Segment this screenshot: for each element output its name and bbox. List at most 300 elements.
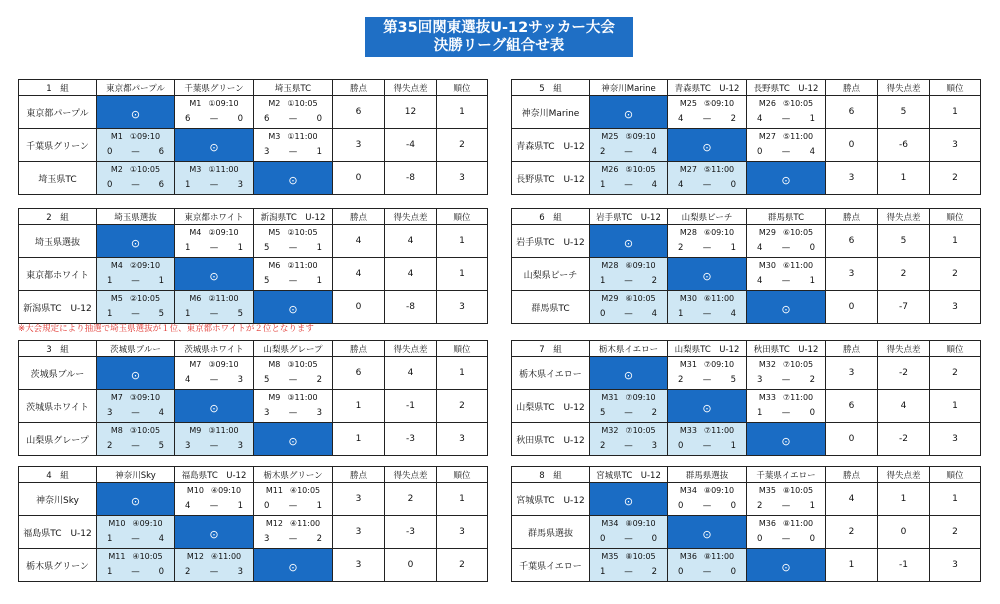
match-info xyxy=(590,423,667,437)
match-id: M6 xyxy=(189,294,202,303)
match-info xyxy=(254,129,332,143)
group-label: 8 組 xyxy=(512,467,590,483)
team-goals: 4 xyxy=(185,375,191,385)
score-separator: — xyxy=(702,375,712,385)
team-header: 新潟県TC U-12 xyxy=(254,209,333,225)
rank-cell: 1 xyxy=(437,258,488,291)
team-goals: 0 xyxy=(107,180,113,190)
match-score xyxy=(97,437,174,452)
match-cell xyxy=(590,162,668,195)
kickoff-time: ⑤09:10 xyxy=(625,132,656,141)
points-header: 勝点 xyxy=(826,209,878,225)
score-separator: — xyxy=(131,147,140,157)
table-row xyxy=(19,96,488,129)
match-id: M35 xyxy=(758,486,776,495)
kickoff-time: ⑦09:10 xyxy=(625,393,656,402)
table-row xyxy=(19,423,488,456)
score-separator: — xyxy=(702,567,712,577)
table-row xyxy=(512,483,981,516)
table-row xyxy=(19,258,488,291)
circle-dot-icon: ⊙ xyxy=(288,560,298,574)
team-header: 東京都パープル xyxy=(97,80,175,96)
points-header: 勝点 xyxy=(333,341,385,357)
match-score xyxy=(747,143,825,158)
points-cell: 0 xyxy=(826,423,878,456)
rank-cell: 2 xyxy=(930,162,981,195)
team-name: 埼玉県選抜 xyxy=(19,225,97,258)
match-id: M31 xyxy=(601,393,619,402)
goal-diff-cell: -6 xyxy=(878,129,930,162)
circle-dot-icon: ⊙ xyxy=(623,236,634,250)
points-cell: 3 xyxy=(333,129,385,162)
goal-diff-header: 得失点差 xyxy=(385,80,437,96)
kickoff-time: ④09:10 xyxy=(132,519,163,528)
goal-diff-cell: 2 xyxy=(878,258,930,291)
match-score xyxy=(175,305,253,320)
table-row xyxy=(19,357,488,390)
score-separator: — xyxy=(781,534,791,544)
match-cell xyxy=(668,549,747,582)
header-row xyxy=(19,80,488,96)
group-label: 7 組 xyxy=(512,341,590,357)
match-cell xyxy=(254,390,333,423)
table-row xyxy=(512,357,981,390)
score-separator: — xyxy=(131,309,140,319)
opponent-goals: 3 xyxy=(651,441,657,451)
team-name: 東京都ホワイト xyxy=(19,258,97,291)
points-header: 勝点 xyxy=(826,341,878,357)
points-cell: 0 xyxy=(826,291,878,324)
rank-cell: 2 xyxy=(437,129,488,162)
points-cell: 6 xyxy=(333,357,385,390)
match-score xyxy=(747,404,825,419)
match-score xyxy=(254,497,332,512)
match-cell xyxy=(590,549,668,582)
goal-diff-cell: 12 xyxy=(385,96,437,129)
rank-cell: 2 xyxy=(930,258,981,291)
score-separator: — xyxy=(288,534,298,544)
match-cell xyxy=(668,225,747,258)
match-cell xyxy=(590,291,668,324)
match-cell xyxy=(97,162,175,195)
kickoff-time: ⑧11:00 xyxy=(703,552,735,561)
kickoff-time: ④09:10 xyxy=(210,486,242,495)
kickoff-time: ④11:00 xyxy=(289,519,321,528)
match-cell xyxy=(175,162,254,195)
points-cell: 6 xyxy=(826,225,878,258)
score-separator: — xyxy=(288,276,298,286)
table-row xyxy=(512,258,981,291)
table-row xyxy=(19,516,488,549)
team-goals: 0 xyxy=(678,567,684,577)
match-cell xyxy=(175,423,254,456)
match-id: M31 xyxy=(679,360,697,369)
team-goals: 5 xyxy=(264,276,270,286)
table-row xyxy=(19,291,488,324)
score-separator: — xyxy=(624,534,633,544)
points-cell: 3 xyxy=(826,258,878,291)
match-id: M28 xyxy=(679,228,697,237)
score-separator: — xyxy=(209,180,219,190)
self-match-cell xyxy=(175,258,254,291)
match-info xyxy=(97,390,174,404)
match-cell xyxy=(175,357,254,390)
self-match-cell xyxy=(175,516,254,549)
match-cell xyxy=(668,483,747,516)
kickoff-time: ⑥10:05 xyxy=(782,228,814,237)
opponent-goals: 1 xyxy=(730,441,736,451)
kickoff-time: ⑦11:00 xyxy=(782,393,814,402)
self-match-cell xyxy=(747,291,826,324)
team-goals: 1 xyxy=(107,276,113,286)
points-cell: 4 xyxy=(333,225,385,258)
kickoff-time: ①11:00 xyxy=(208,165,239,174)
points-header: 勝点 xyxy=(826,80,878,96)
match-id: M27 xyxy=(758,132,776,141)
header-row xyxy=(19,209,488,225)
match-score xyxy=(668,437,746,452)
kickoff-time: ⑦10:05 xyxy=(625,426,656,435)
match-cell xyxy=(175,483,254,516)
team-goals: 0 xyxy=(600,534,606,544)
circle-dot-icon: ⊙ xyxy=(209,401,219,415)
kickoff-time: ①10:05 xyxy=(287,99,318,108)
team-header: 埼玉県選抜 xyxy=(97,209,175,225)
match-id: M4 xyxy=(189,228,202,237)
rank-cell: 1 xyxy=(437,483,488,516)
goal-diff-header: 得失点差 xyxy=(878,467,930,483)
match-info xyxy=(668,357,746,371)
match-info xyxy=(590,129,667,143)
team-goals: 3 xyxy=(107,408,113,418)
kickoff-time: ①11:00 xyxy=(287,132,318,141)
group-label: 1 組 xyxy=(19,80,97,96)
circle-dot-icon: ⊙ xyxy=(781,173,791,187)
rank-cell: 3 xyxy=(930,423,981,456)
match-id: M3 xyxy=(268,132,281,141)
points-cell: 3 xyxy=(333,483,385,516)
self-match-cell xyxy=(254,549,333,582)
match-score xyxy=(590,143,667,158)
match-score xyxy=(97,530,174,545)
rank-cell: 3 xyxy=(437,291,488,324)
goal-diff-cell: -2 xyxy=(878,423,930,456)
match-info xyxy=(97,549,174,563)
goal-diff-cell: -7 xyxy=(878,291,930,324)
match-score xyxy=(97,305,174,320)
team-goals: 1 xyxy=(757,408,763,418)
team-header: 長野県TC U-12 xyxy=(747,80,826,96)
rank-cell: 3 xyxy=(437,423,488,456)
match-cell xyxy=(97,549,175,582)
match-id: M29 xyxy=(758,228,776,237)
match-info xyxy=(668,549,746,563)
match-cell xyxy=(747,225,826,258)
self-match-cell xyxy=(668,258,747,291)
match-id: M12 xyxy=(186,552,204,561)
team-header: 茨城県ホワイト xyxy=(175,341,254,357)
team-goals: 1 xyxy=(107,534,113,544)
team-goals: 5 xyxy=(600,408,606,418)
circle-dot-icon: ⊙ xyxy=(130,236,141,250)
match-cell xyxy=(97,390,175,423)
circle-dot-icon: ⊙ xyxy=(623,368,634,382)
team-name: 茨城県ホワイト xyxy=(19,390,97,423)
title-line-2: 決勝リーグ組合せ表 xyxy=(433,38,565,54)
match-score xyxy=(668,563,746,578)
score-separator: — xyxy=(288,375,298,385)
team-goals: 1 xyxy=(185,243,191,253)
rank-header: 順位 xyxy=(437,209,488,225)
rank-header: 順位 xyxy=(930,209,981,225)
match-info xyxy=(590,162,667,176)
match-id: M11 xyxy=(265,486,283,495)
team-name: 群馬県TC xyxy=(512,291,590,324)
match-score xyxy=(747,530,825,545)
match-id: M26 xyxy=(601,165,619,174)
self-match-cell xyxy=(254,423,333,456)
match-info xyxy=(254,483,332,497)
circle-dot-icon: ⊙ xyxy=(781,560,791,574)
opponent-goals: 6 xyxy=(158,147,164,157)
match-score xyxy=(175,563,253,578)
team-header: 栃木県グリーン xyxy=(254,467,333,483)
match-score xyxy=(254,371,332,386)
match-id: M25 xyxy=(679,99,697,108)
table-row xyxy=(512,129,981,162)
opponent-goals: 0 xyxy=(809,534,815,544)
score-separator: — xyxy=(781,147,791,157)
match-info xyxy=(747,258,825,272)
header-row xyxy=(512,209,981,225)
match-cell xyxy=(175,96,254,129)
opponent-goals: 3 xyxy=(237,441,243,451)
match-info xyxy=(97,291,174,305)
match-info xyxy=(668,423,746,437)
score-separator: — xyxy=(702,309,712,319)
match-cell xyxy=(254,357,333,390)
kickoff-time: ⑧10:05 xyxy=(625,552,656,561)
goal-diff-cell: 4 xyxy=(385,357,437,390)
team-goals: 0 xyxy=(757,534,763,544)
goal-diff-cell: 0 xyxy=(385,549,437,582)
rank-cell: 2 xyxy=(930,516,981,549)
rank-cell: 1 xyxy=(930,483,981,516)
match-id: M4 xyxy=(110,261,123,270)
match-cell xyxy=(254,483,333,516)
header-row xyxy=(512,80,981,96)
circle-dot-icon: ⊙ xyxy=(288,434,298,448)
opponent-goals: 2 xyxy=(316,375,322,385)
table-row xyxy=(512,549,981,582)
kickoff-time: ③09:10 xyxy=(129,393,161,402)
match-score xyxy=(668,239,746,254)
match-cell xyxy=(254,225,333,258)
match-score xyxy=(747,239,825,254)
opponent-goals: 0 xyxy=(809,408,815,418)
team-goals: 3 xyxy=(757,375,763,385)
goal-diff-header: 得失点差 xyxy=(385,467,437,483)
match-info xyxy=(175,357,253,371)
match-id: M34 xyxy=(679,486,697,495)
match-id: M11 xyxy=(108,552,126,561)
kickoff-time: ③11:00 xyxy=(287,393,318,402)
self-match-cell xyxy=(175,390,254,423)
points-header: 勝点 xyxy=(826,467,878,483)
score-separator: — xyxy=(209,567,219,577)
kickoff-time: ⑥09:10 xyxy=(703,228,735,237)
team-header: 山梨県グレープ xyxy=(254,341,333,357)
group-table xyxy=(18,79,488,195)
match-info xyxy=(747,96,825,110)
team-goals: 2 xyxy=(600,441,606,451)
match-score xyxy=(747,110,825,125)
table-row xyxy=(19,162,488,195)
match-cell xyxy=(668,357,747,390)
table-row xyxy=(512,291,981,324)
match-score xyxy=(668,110,746,125)
match-id: M5 xyxy=(268,228,281,237)
team-goals: 2 xyxy=(185,567,191,577)
self-match-cell xyxy=(97,225,175,258)
goal-diff-header: 得失点差 xyxy=(878,209,930,225)
opponent-goals: 5 xyxy=(158,309,164,319)
team-goals: 2 xyxy=(678,375,684,385)
circle-dot-icon: ⊙ xyxy=(288,302,298,316)
match-id: M28 xyxy=(601,261,619,270)
score-separator: — xyxy=(781,408,791,418)
score-separator: — xyxy=(209,501,219,511)
team-header: 茨城県ブルー xyxy=(97,341,175,357)
match-id: M2 xyxy=(110,165,123,174)
match-score xyxy=(254,404,332,419)
kickoff-time: ⑤11:00 xyxy=(782,132,814,141)
match-cell xyxy=(175,549,254,582)
match-cell xyxy=(175,225,254,258)
team-header: 群馬県選抜 xyxy=(668,467,747,483)
match-cell xyxy=(747,483,826,516)
rank-header: 順位 xyxy=(930,467,981,483)
score-separator: — xyxy=(702,180,712,190)
group-label: 2 組 xyxy=(19,209,97,225)
score-separator: — xyxy=(209,114,219,124)
kickoff-time: ②10:05 xyxy=(287,228,318,237)
match-cell xyxy=(590,390,668,423)
match-info xyxy=(97,162,174,176)
opponent-goals: 3 xyxy=(237,567,243,577)
score-separator: — xyxy=(702,114,712,124)
group-table xyxy=(511,208,981,324)
match-id: M25 xyxy=(601,132,619,141)
match-id: M5 xyxy=(110,294,123,303)
team-goals: 1 xyxy=(107,567,113,577)
kickoff-time: ④10:05 xyxy=(132,552,163,561)
goal-diff-cell: -1 xyxy=(385,390,437,423)
self-match-cell xyxy=(175,129,254,162)
rank-header: 順位 xyxy=(437,467,488,483)
team-name: 神奈川Sky xyxy=(19,483,97,516)
group-label: 5 組 xyxy=(512,80,590,96)
kickoff-time: ②11:00 xyxy=(287,261,318,270)
circle-dot-icon: ⊙ xyxy=(702,527,712,541)
circle-dot-icon: ⊙ xyxy=(209,527,219,541)
kickoff-time: ⑥11:00 xyxy=(703,294,735,303)
goal-diff-cell: 5 xyxy=(878,225,930,258)
team-goals: 1 xyxy=(185,309,191,319)
match-id: M32 xyxy=(601,426,619,435)
match-info xyxy=(97,129,174,143)
goal-diff-cell: 2 xyxy=(385,483,437,516)
team-goals: 1 xyxy=(600,567,606,577)
match-info xyxy=(668,225,746,239)
match-score xyxy=(97,143,174,158)
team-goals: 4 xyxy=(757,243,763,253)
team-goals: 3 xyxy=(264,147,270,157)
circle-dot-icon: ⊙ xyxy=(130,494,141,508)
rank-header: 順位 xyxy=(930,341,981,357)
kickoff-time: ①10:05 xyxy=(129,165,161,174)
score-separator: — xyxy=(288,147,298,157)
match-cell xyxy=(175,291,254,324)
table-row xyxy=(512,423,981,456)
match-cell xyxy=(747,258,826,291)
self-match-cell xyxy=(97,357,175,390)
match-cell xyxy=(668,162,747,195)
score-separator: — xyxy=(781,114,791,124)
match-info xyxy=(175,225,253,239)
match-id: M32 xyxy=(758,360,776,369)
match-score xyxy=(747,272,825,287)
match-score xyxy=(668,305,746,320)
circle-dot-icon: ⊙ xyxy=(209,269,219,283)
kickoff-time: ①09:10 xyxy=(208,99,239,108)
match-score xyxy=(175,176,253,191)
score-separator: — xyxy=(781,276,791,286)
score-separator: — xyxy=(781,375,791,385)
rank-cell: 1 xyxy=(930,225,981,258)
rank-header: 順位 xyxy=(437,341,488,357)
points-cell: 0 xyxy=(826,129,878,162)
goal-diff-cell: 4 xyxy=(878,390,930,423)
match-score xyxy=(175,110,253,125)
opponent-goals: 3 xyxy=(237,375,243,385)
team-header: 千葉県グリーン xyxy=(175,80,254,96)
opponent-goals: 3 xyxy=(237,180,243,190)
opponent-goals: 4 xyxy=(809,147,815,157)
kickoff-time: ⑧09:10 xyxy=(703,486,735,495)
score-separator: — xyxy=(624,180,633,190)
match-info xyxy=(97,516,174,530)
team-goals: 0 xyxy=(600,309,606,319)
match-cell xyxy=(254,258,333,291)
match-info xyxy=(254,258,332,272)
kickoff-time: ④11:00 xyxy=(210,552,242,561)
rank-cell: 1 xyxy=(437,225,488,258)
score-separator: — xyxy=(131,276,140,286)
score-separator: — xyxy=(702,501,712,511)
team-name: 山梨県TC U-12 xyxy=(512,390,590,423)
team-goals: 1 xyxy=(185,180,191,190)
match-info xyxy=(668,162,746,176)
opponent-goals: 1 xyxy=(316,147,322,157)
match-cell xyxy=(747,516,826,549)
team-name: 新潟県TC U-12 xyxy=(19,291,97,324)
score-separator: — xyxy=(624,408,633,418)
points-cell: 1 xyxy=(826,549,878,582)
goal-diff-cell: -3 xyxy=(385,516,437,549)
kickoff-time: ⑤10:05 xyxy=(625,165,656,174)
opponent-goals: 1 xyxy=(237,501,243,511)
